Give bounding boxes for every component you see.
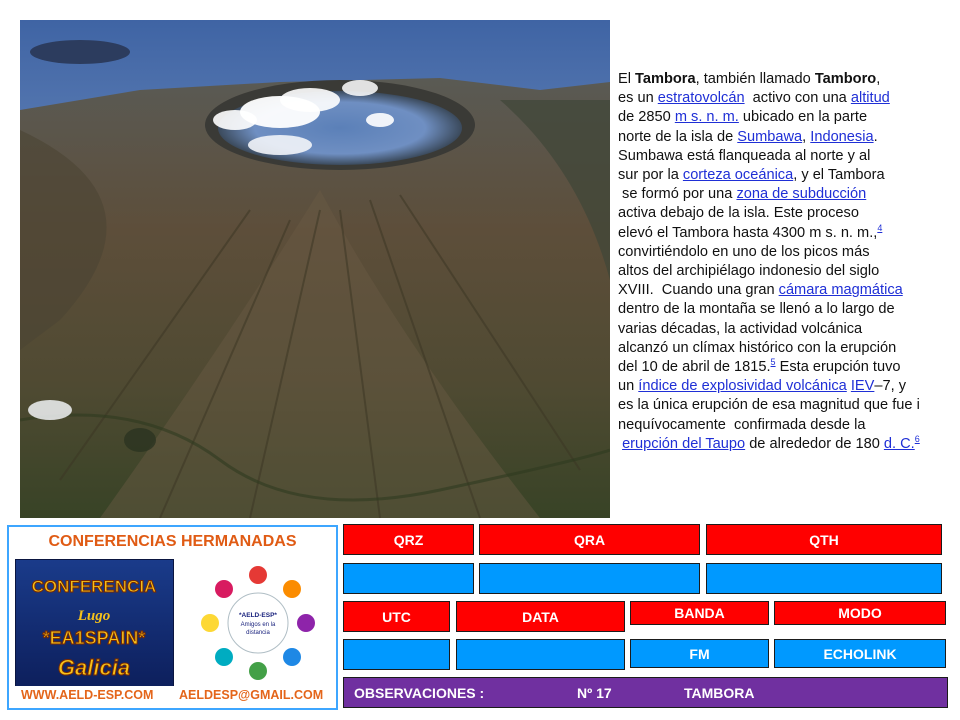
aeld-logo-line3: distancia xyxy=(246,630,270,636)
article-line xyxy=(618,185,958,204)
footnote-ref[interactable]: 4 xyxy=(877,222,883,233)
article-line xyxy=(618,339,958,358)
article-text xyxy=(618,70,958,454)
article-line xyxy=(618,262,958,281)
article-line xyxy=(618,243,958,262)
article-line xyxy=(618,416,958,435)
article-text-run: es un xyxy=(618,90,658,107)
article-text-run: un xyxy=(618,378,639,395)
aeld-esp-logo xyxy=(191,559,326,687)
article-text-run: sur por la xyxy=(618,167,683,184)
article-link[interactable]: índice de explosividad volcánica xyxy=(638,378,847,395)
article-bold-text: Tambora xyxy=(635,71,696,87)
article-line xyxy=(618,224,958,243)
article-line xyxy=(618,435,958,454)
article-line xyxy=(618,108,958,127)
article-line xyxy=(618,300,958,319)
article-line xyxy=(618,147,958,166)
ea1spain-conference-logo xyxy=(15,559,174,689)
banda-value[interactable]: FM xyxy=(630,639,769,668)
modo-value[interactable]: ECHOLINK xyxy=(774,639,946,668)
article-text-run: convirtiéndolo en uno de los picos más xyxy=(618,243,870,260)
article-text-run: varias décadas, la actividad volcánica xyxy=(618,320,863,337)
article-line xyxy=(618,166,958,185)
article-link[interactable]: IEV xyxy=(850,378,875,395)
aeld-logo-line2: Amigos en la xyxy=(240,622,276,628)
qrz-field[interactable] xyxy=(343,563,474,594)
article-line xyxy=(618,377,958,396)
article-text-run: se formó por una xyxy=(618,186,737,203)
article-text-run: Sumbawa está flanqueada al norte y al xyxy=(618,147,871,164)
article-text-run: , y el Tambora xyxy=(793,167,885,184)
article-text-run: activo con una xyxy=(744,90,851,107)
article-line xyxy=(618,204,958,223)
footnote-ref[interactable]: 5 xyxy=(770,357,776,368)
article-text-run: de alrededor de 180 xyxy=(745,435,884,452)
modo-label: MODO xyxy=(774,601,946,625)
article-text-run: , xyxy=(802,128,811,145)
aeld-logo-line1: *AELD-ESP* xyxy=(239,612,277,619)
data-label: DATA xyxy=(456,601,625,632)
article-text-run: XVIII. Cuando una gran xyxy=(618,282,779,299)
article-link[interactable]: Sumbawa xyxy=(737,128,803,145)
conference-number: Nº 17 xyxy=(577,684,612,701)
article-text-run: , xyxy=(876,71,881,87)
article-text-run: activa debajo de la isla. Este proceso xyxy=(618,205,859,222)
article-text-run: norte de la isla de xyxy=(618,128,738,145)
article-text-run: elevó el Tambora hasta 4300 m s. n. m., xyxy=(618,224,878,241)
observaciones-bar xyxy=(343,677,948,708)
article-text-run: ubicado en la parte xyxy=(738,109,868,126)
qth-field[interactable] xyxy=(706,563,942,594)
article-link[interactable]: zona de subducción xyxy=(736,186,867,203)
article-text-run: Esta erupción tuvo xyxy=(775,359,901,376)
logo-line2: Lugo xyxy=(77,608,111,624)
utc-label: UTC xyxy=(343,601,450,632)
website-link[interactable]: WWW.AELD-ESP.COM xyxy=(21,688,154,702)
article-text-run: de 2850 xyxy=(618,109,675,126)
article-text-run: del 10 de abril de 1815. xyxy=(618,359,771,376)
article-line xyxy=(618,358,958,377)
article-line xyxy=(618,320,958,339)
article-text-run: –7, y xyxy=(874,378,907,395)
article-text-run: es la única erupción de esa magnitud que fue i xyxy=(618,397,920,414)
tambora-volcano-photo xyxy=(20,20,610,518)
article-text-run: . xyxy=(873,128,878,145)
article-link[interactable]: corteza oceánica xyxy=(682,167,794,184)
article-line xyxy=(618,89,958,108)
article-line xyxy=(618,128,958,147)
article-text-run: nequívocamente confirmada desde la xyxy=(618,416,866,433)
article-link[interactable]: m s. n. m. xyxy=(674,109,739,126)
qrz-label: QRZ xyxy=(343,524,474,555)
banda-label: BANDA xyxy=(630,601,769,625)
article-text-run: altos del archipiélago indonesio del siglo xyxy=(618,263,880,280)
data-field[interactable] xyxy=(456,639,625,670)
article-link[interactable]: d. C. xyxy=(883,435,915,452)
article-link[interactable]: Indonesia xyxy=(810,128,874,145)
conference-name: TAMBORA xyxy=(684,684,755,701)
article-link[interactable]: altitud xyxy=(850,90,890,107)
article-line xyxy=(618,70,958,89)
article-link[interactable]: estratovolcán xyxy=(657,90,745,107)
qra-label: QRA xyxy=(479,524,700,555)
article-link[interactable]: erupción del Taupo xyxy=(622,435,746,452)
footnote-ref[interactable]: 6 xyxy=(914,434,920,444)
observaciones-label: OBSERVACIONES : xyxy=(354,684,485,701)
utc-field[interactable] xyxy=(343,639,450,670)
article-bold-text: Tamboro xyxy=(814,71,877,87)
article-link[interactable]: cámara magmática xyxy=(778,282,903,299)
article-line xyxy=(618,281,958,300)
logo-line4: Galicia xyxy=(57,655,131,680)
card-title: CONFERENCIAS HERMANADAS xyxy=(48,533,297,550)
article-text-run: dentro de la montaña se llenó a lo largo de xyxy=(618,301,895,318)
article-text-run: alcanzó un clímax histórico con la erupción xyxy=(618,339,897,356)
article-text-run: El xyxy=(618,71,636,87)
conferencias-hermanadas-card xyxy=(7,525,338,710)
logo-line3: *EA1SPAIN* xyxy=(42,628,146,648)
qra-field[interactable] xyxy=(479,563,700,594)
email-link[interactable]: AELDESP@GMAIL.COM xyxy=(179,688,324,702)
card-footer xyxy=(9,686,336,704)
article-line xyxy=(618,396,958,415)
article-text-run: , también llamado xyxy=(695,71,815,87)
logo-line1: CONFERENCIA xyxy=(31,577,157,596)
qth-label: QTH xyxy=(706,524,942,555)
